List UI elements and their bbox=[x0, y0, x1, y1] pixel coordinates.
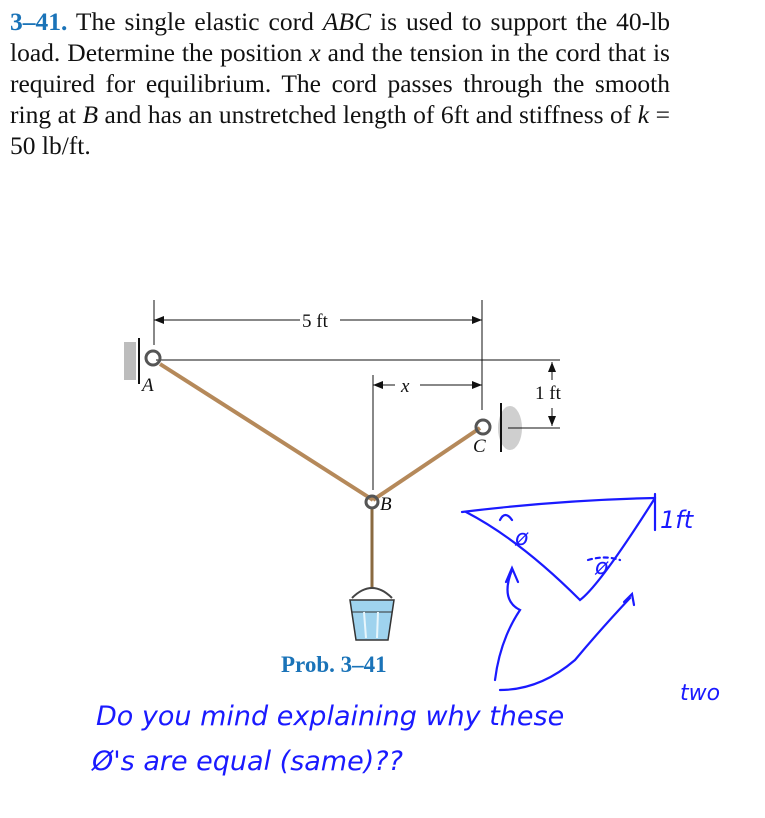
bucket-load bbox=[350, 588, 394, 640]
note-line-1-extra: two bbox=[680, 681, 721, 706]
cord-BC bbox=[373, 428, 480, 500]
left-wall bbox=[124, 338, 139, 384]
dim-1ft: 1 ft bbox=[535, 383, 561, 404]
dim-x: x bbox=[401, 376, 410, 397]
anchor-A bbox=[146, 351, 160, 365]
problem-text-3: and the tension in the cord that is required for equilibrium. The cord passes through the smooth ring at bbox=[10, 38, 670, 129]
handwritten-sketch bbox=[462, 494, 655, 690]
figure-caption: Prob. 3–41 bbox=[281, 652, 387, 677]
sketch-angle-left: ø bbox=[515, 526, 529, 551]
sketch-1ft: 1ft bbox=[660, 506, 694, 534]
note-line-2: Ø's are equal (same)?? bbox=[92, 746, 403, 777]
label-A: A bbox=[142, 375, 154, 396]
dim-5ft: 5 ft bbox=[302, 311, 328, 332]
cord-name: ABC bbox=[322, 7, 372, 36]
label-B: B bbox=[380, 494, 392, 515]
label-C: C bbox=[473, 436, 486, 457]
problem-number: 3–41. bbox=[10, 7, 68, 36]
problem-text-2: is used to support the 40-lb load. Determine the position bbox=[10, 7, 670, 67]
cord-AB bbox=[160, 364, 373, 500]
sketch-angle-right: ø bbox=[595, 555, 609, 580]
dimension-arrows bbox=[154, 316, 556, 426]
var-x: x bbox=[309, 38, 321, 67]
note-line-1: Do you mind explaining why these bbox=[96, 701, 565, 732]
ring-name: B bbox=[82, 100, 99, 129]
problem-text-1: The single elastic cord bbox=[75, 7, 323, 36]
dimension-lines bbox=[154, 300, 560, 490]
var-k: k bbox=[637, 100, 650, 129]
problem-text-5: = 50 lb/ft. bbox=[10, 100, 670, 160]
problem-text-4: and has an unstretched length of 6ft and stiffness of bbox=[98, 100, 638, 129]
